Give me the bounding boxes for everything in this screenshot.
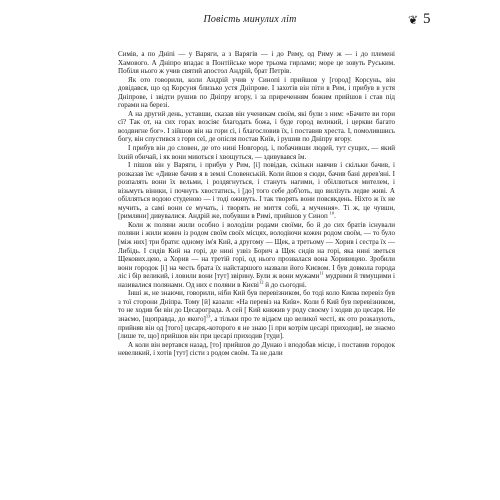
body-text	[118, 50, 395, 358]
footnote-ref: 11	[319, 270, 324, 276]
footnote-ref: 12	[259, 279, 264, 285]
footnote-ref: 10	[329, 211, 335, 217]
paragraph: І пішов він у Варяги, і прибув у Рим, [і] повідав, скільки навчив і скільки бачив, і розказав їм: «Дивне бачив я в землі Словенській. Коли йшов я сюди, бачив бані дерев'яні. І розпалять вони їх вельми, і роздягнуться, і стануть нагими, і обіллються мителем, і візьмуть віники, і почнуть хвостатись, і [до] того себе доб'ють, що вилізуть ледве живі. А обілляться водою студеною — і тоді оживуть. І так творять вони повсякдень. Ніхто ж їх не мучить, а самі вони се мучать, і творять не миття собі, а мучення». Ті ж, це чувши, [римляни] дивувалися. Андрій же, побувши в Римі, прийшов у Синоп $^{10}$.	[118, 161, 395, 221]
paragraph: Коли ж поляни жили особно і володіли родами своїми, бо й до сих братів існували поляни і жили кожен із родом своїм своїх місцях, володіючи кожен родом своїм, — то було [між них] три брати: одному ім'я Кий, а другому — Щек, а третьому — Хорив і сестра їх — Либідь. І сидів Кий на горі, де нині узвіз Борич а Щек сидів на горі, яка нині зветься Щекових.цею, а Хорив — на третій горі, од нього прозвалася вона Хоривицею. Зробили вони городок [і] на честь брата їх найстаршого назвали його Києвом. І був довкола города ліс і бір великий, і ловили вони [тут] звірину. Були ж вони мужами$^{11}$ мудрими й тямущими і називалися полянами. Од них є поляни в Києві$^{12}$ й до сьогодні.	[118, 220, 395, 289]
page-number: 5	[423, 11, 431, 27]
running-title: Повість минулих літ	[203, 14, 297, 25]
paragraph: А коли він вертався назад, [то] прийшов до Дунаю і вподобав місце, і поставив городок невеликий, і хотів [тут] сісти з родом своїм. Та не дали	[118, 340, 395, 358]
paragraph: І прибув він до словен, де ото нині Новгород, і, побачивши людей, тут сущих, — який їхній обичай, і як вони миються і хвощуться, — здивувався їм.	[118, 144, 395, 161]
paragraph: Інші ж, не знаючи, говорили, ніби Кий був перевізником, бо тоді коло Києва перевіз був з тої сторони Дніпра. Тому [й] казали: «На перевіз на Київ». Коли б Кий був перевізником, то не ходив би він до Цесарограда. А сей [ Кий княжив у роду своєму і ходив до цесаря. Не знаємо, [щоправда, до якого]$^{13}$, а тільки про те відаєм що великої честі, як ото розказують, прийняв він од [того] цесаря,-которого я не знаю [і при котрім цесарі приходив], не знаємо [лише те, що] прийшов він при цесарі приходив [туди].	[118, 289, 395, 341]
fleuron-ornament-icon: ❦	[408, 13, 419, 27]
paragraph: Симів, а по Дніпі — у Варяги, а з Варягів — і до Риму, од Риму ж — і до племені Хамового. А Дніпро впадає в Понтійське море трьома гирлами; море це зовуть Руським. Побіля нього ж учив святий апостол Андрій, брат Петрів.	[118, 50, 395, 76]
paragraph: Як ото говорили, коли Андрій учив у Синопі і прийшов у [город] Корсунь, він довідався, що од Корсуня близько устя Дніпрове. І захотів він піти в Рим, і прибув в устя Дніпрове, і звідти рушив по Дніпру вгору, і за приреченням божим прийшов і став під горами на березі.	[118, 75, 395, 110]
page-header	[0, 11, 500, 33]
paragraph: А на другий день, уставши, сказав він ученикам своїм, які були з ним: «Бачите ви гори сї? Так от, на сих горах возсіяє благодать божа, і буде город великий, і церкви багато воздвигне бог». І зійшов він на гори сі, і благословив їх, і поставив хреста. І, помолившись богу, він спустився з гори сеї, де опісля постав Київ, і рушив по Дніпру вгору.	[118, 109, 395, 144]
footnote-ref: 13	[205, 313, 211, 319]
